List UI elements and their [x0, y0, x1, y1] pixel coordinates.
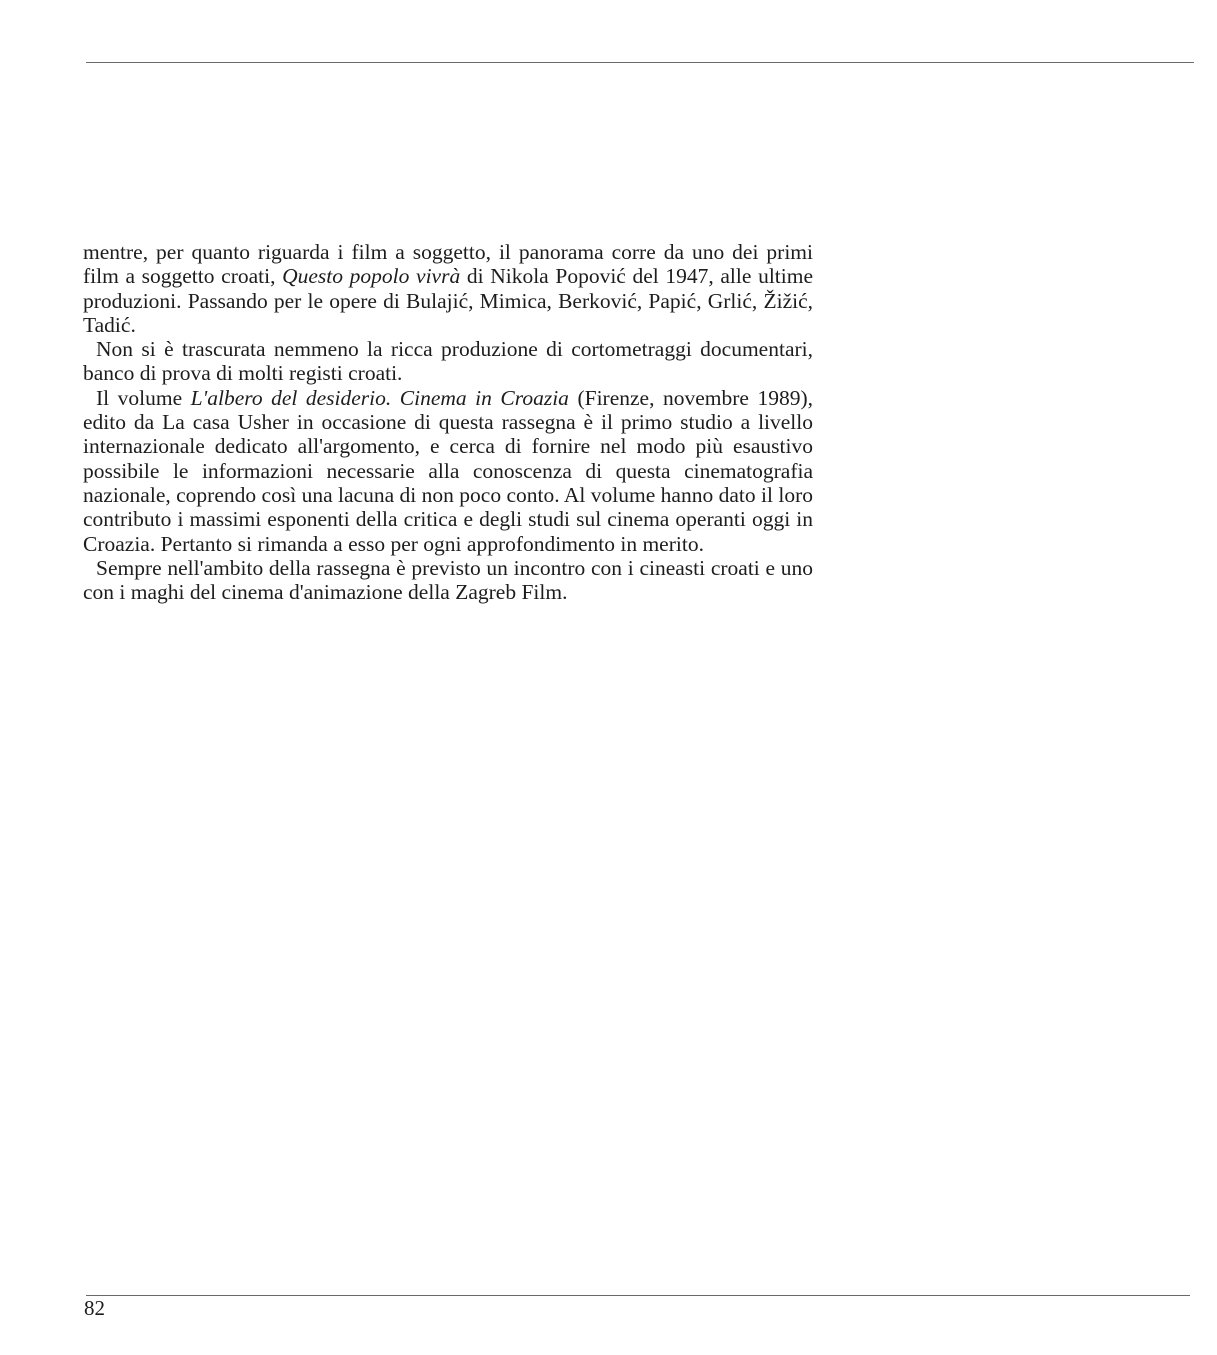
footer-rule — [86, 1295, 1190, 1296]
paragraph-3-text-after: (Firenze, novembre 1989), edito da La casa Usher in occasione di questa rassegna è il primo studio a livello internazionale dedicato all'argomento, e cerca di fornire nel modo più esaustivo possibile le informazioni necessarie alla conoscenza di questa cinematografia nazionale, coprendo così una lacuna di non poco conto. Al volume hanno dato il loro contributo i massimi esponenti della critica e degli studi sul cinema operanti oggi in Croazia. Pertanto si rimanda a esso per ogni approfondimento in merito. — [83, 385, 814, 556]
paragraph-1 — [83, 240, 813, 337]
paragraph-4-text: Sempre nell'ambito della rassegna è previsto un incontro con i cineasti croati e uno con i maghi del cinema d'animazione della Zagreb Film. — [83, 555, 813, 605]
paragraph-1-text: mentre, per quanto riguarda i film a soggetto, il panorama corre da uno dei primi film a soggetto croati, — [83, 240, 813, 289]
paragraph-1-text-after: di Nikola Popović del 1947, alle ultime produzioni. Passando per le opere di Bulajić, Mimica, Berković, Papić, Grlić, Žižić, Tadić. — [83, 264, 814, 337]
page-number: 82 — [84, 1296, 105, 1320]
film-title-questo-popolo-vivra: Questo popolo vivrà — [282, 264, 461, 289]
paragraph-3-text: Il volume — [96, 385, 191, 410]
book-title-albero-del-desiderio: L'albero del desiderio. Cinema in Croazia — [190, 385, 569, 410]
header-rule — [86, 62, 1194, 63]
paragraph-2-text: Non si è trascurata nemmeno la ricca produzione di cortometraggi documentari, banco di prova di molti registi croati. — [83, 337, 813, 386]
paragraph-4 — [83, 556, 813, 605]
paragraph-3 — [83, 386, 813, 556]
paragraph-2 — [83, 337, 813, 386]
body-text — [83, 240, 813, 604]
